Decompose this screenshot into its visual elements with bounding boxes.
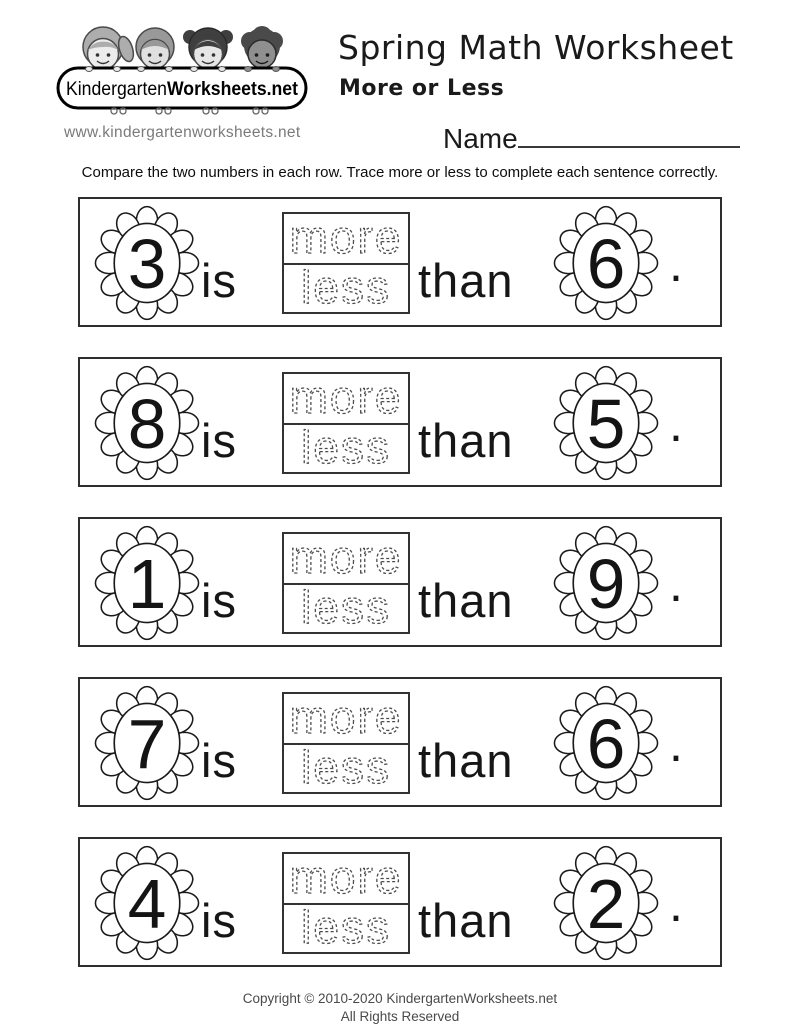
sentence-period: . — [669, 556, 684, 612]
flower-illustration — [553, 685, 659, 801]
word-than: than — [418, 894, 514, 947]
svg-text:less: less — [301, 267, 391, 311]
name-blank-line — [518, 118, 740, 148]
flower-illustration — [94, 365, 200, 481]
logo-brand-text: KindergartenWorksheets.net — [66, 79, 308, 100]
trace-more-cell — [284, 854, 408, 905]
trace-less-cell — [284, 585, 408, 633]
word-is: is — [201, 574, 237, 627]
flower-right — [553, 845, 659, 961]
flower-left — [94, 685, 200, 801]
flower-illustration — [553, 205, 659, 321]
svg-text:less: less — [301, 747, 391, 791]
flower-right — [553, 685, 659, 801]
trace-box — [282, 372, 410, 474]
right-number: 5 — [586, 385, 626, 464]
trace-more-cell — [284, 214, 408, 265]
trace-word-less — [287, 267, 405, 311]
svg-text:less: less — [301, 587, 391, 631]
worksheet-rows — [78, 197, 722, 997]
trace-less-cell — [284, 425, 408, 473]
sentence-period: . — [669, 716, 684, 772]
flower-illustration — [94, 525, 200, 641]
flower-left — [94, 525, 200, 641]
left-number: 7 — [127, 705, 167, 784]
instructions-text: Compare the two numbers in each row. Trace more or less to complete each sentence correctly. — [81, 164, 719, 181]
trace-less-cell — [284, 265, 408, 313]
trace-box — [282, 212, 410, 314]
left-number: 8 — [127, 385, 167, 464]
trace-word-more — [287, 377, 405, 421]
logo-kid-boy-curly — [241, 26, 283, 68]
word-is: is — [201, 254, 237, 307]
right-number: 6 — [586, 705, 626, 784]
trace-word-more — [287, 537, 405, 581]
trace-word-less — [287, 907, 405, 951]
rights-text: All Rights Reserved — [340, 1008, 460, 1024]
word-is: is — [201, 894, 237, 947]
svg-text:more: more — [289, 216, 403, 261]
site-logo — [56, 14, 308, 118]
logo-kid-boy-gray — [136, 28, 174, 69]
flower-left — [94, 845, 200, 961]
copyright-text: Copyright © 2010-2020 KindergartenWorksheets.net — [242, 991, 558, 1006]
flower-illustration — [553, 525, 659, 641]
trace-word-less — [287, 587, 405, 631]
flower-left — [94, 205, 200, 321]
trace-box — [282, 532, 410, 634]
word-is: is — [201, 734, 237, 787]
word-is: is — [201, 414, 237, 467]
trace-box — [282, 852, 410, 954]
trace-word-more — [287, 217, 405, 261]
svg-text:more: more — [289, 856, 403, 901]
flower-illustration — [94, 205, 200, 321]
left-number: 3 — [127, 225, 167, 304]
website-url: www.kindergartenworksheets.net — [64, 124, 301, 141]
flower-illustration — [94, 845, 200, 961]
right-number: 2 — [586, 865, 626, 944]
logo-kids-illustration — [56, 14, 308, 118]
worksheet-row — [78, 677, 722, 807]
word-than: than — [418, 414, 514, 467]
page-subtitle: More or Less — [339, 76, 505, 101]
flower-illustration — [94, 685, 200, 801]
page-title: Spring Math Worksheet — [338, 28, 734, 67]
trace-box — [282, 692, 410, 794]
worksheet-row — [78, 517, 722, 647]
word-than: than — [418, 254, 514, 307]
sentence-period: . — [669, 396, 684, 452]
trace-less-cell — [284, 745, 408, 793]
page-footer — [0, 990, 800, 1025]
trace-less-cell — [284, 905, 408, 953]
right-number: 6 — [586, 225, 626, 304]
trace-more-cell — [284, 374, 408, 425]
worksheet-row — [78, 357, 722, 487]
svg-text:more: more — [289, 376, 403, 421]
flower-illustration — [553, 845, 659, 961]
flower-right — [553, 205, 659, 321]
svg-text:less: less — [301, 427, 391, 471]
flower-right — [553, 365, 659, 481]
trace-word-more — [287, 857, 405, 901]
worksheet-row — [78, 197, 722, 327]
word-than: than — [418, 574, 514, 627]
flower-left — [94, 365, 200, 481]
name-label: Name — [443, 123, 518, 154]
worksheet-row — [78, 837, 722, 967]
trace-word-less — [287, 747, 405, 791]
logo-kid-girl-pigtails — [183, 28, 233, 69]
flower-illustration — [553, 365, 659, 481]
right-number: 9 — [586, 545, 626, 624]
trace-more-cell — [284, 534, 408, 585]
sentence-period: . — [669, 876, 684, 932]
left-number: 1 — [127, 545, 167, 624]
svg-text:more: more — [289, 536, 403, 581]
trace-more-cell — [284, 694, 408, 745]
name-field — [443, 118, 740, 155]
logo-kid-girl-ponytail — [83, 27, 136, 70]
svg-text:more: more — [289, 696, 403, 741]
svg-text:less: less — [301, 907, 391, 951]
word-than: than — [418, 734, 514, 787]
sentence-period: . — [669, 236, 684, 292]
flower-right — [553, 525, 659, 641]
left-number: 4 — [127, 865, 167, 944]
trace-word-less — [287, 427, 405, 471]
trace-word-more — [287, 697, 405, 741]
